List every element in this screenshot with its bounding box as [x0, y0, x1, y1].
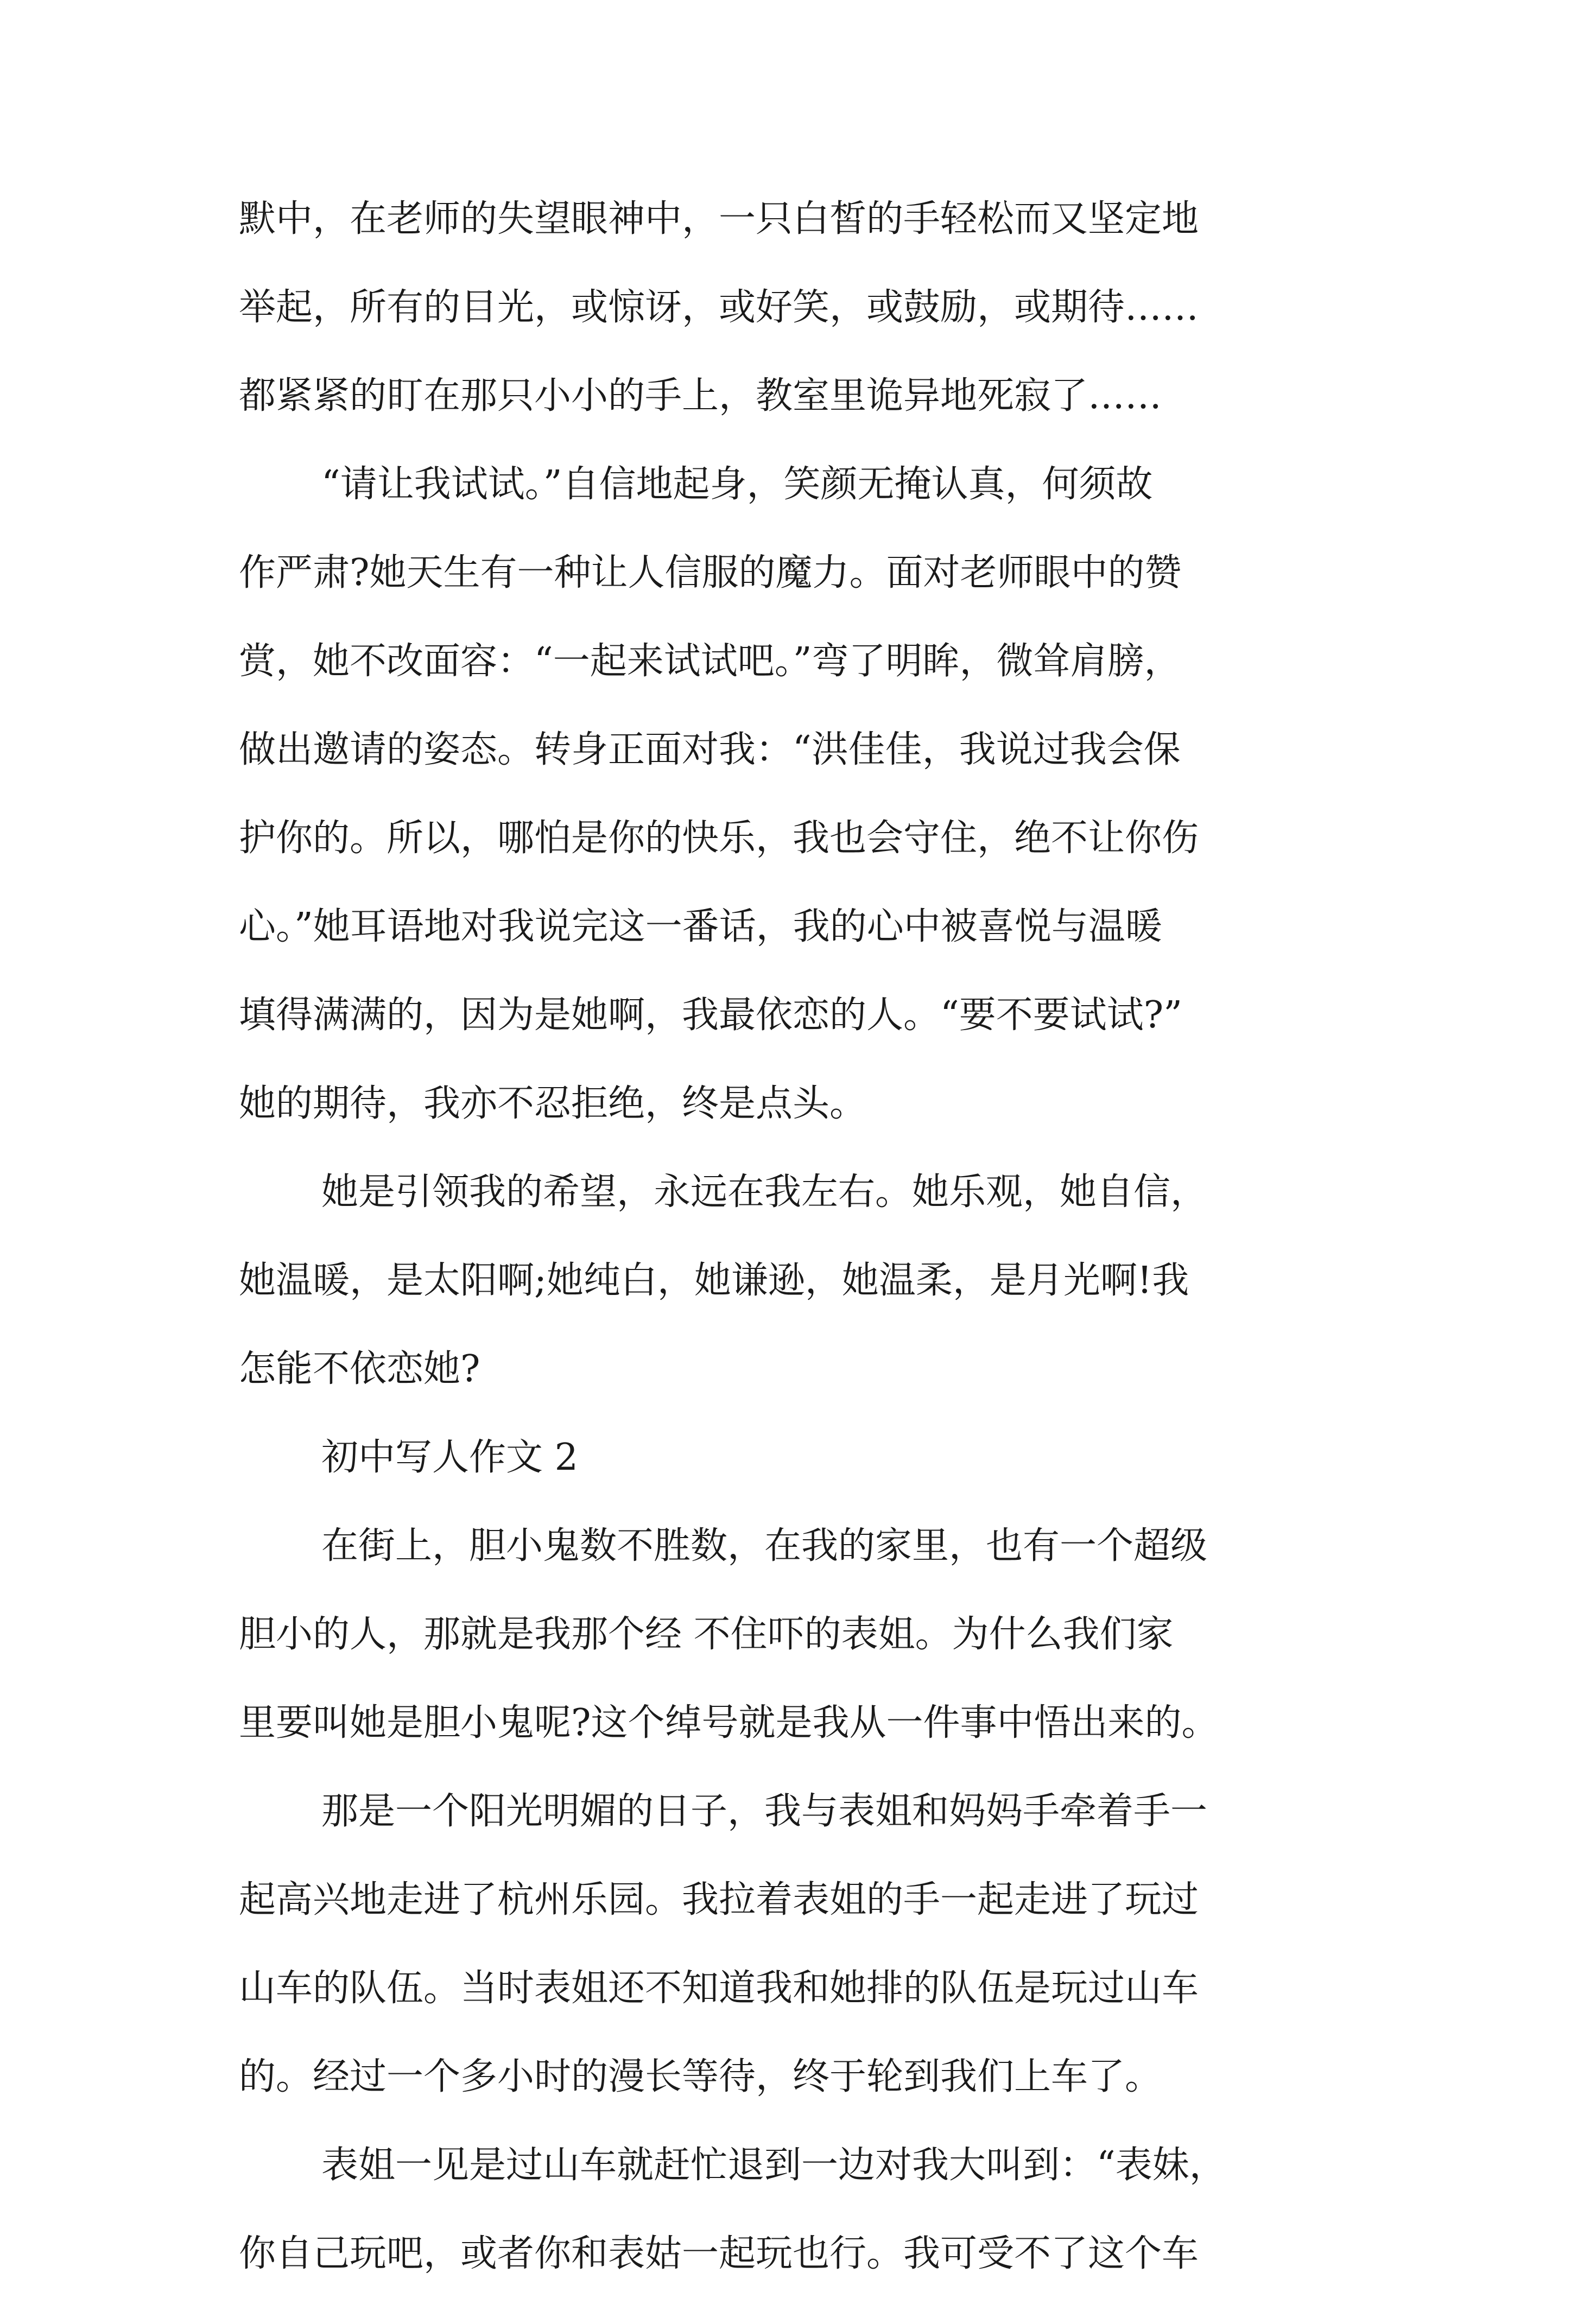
- text-line: 做出邀请的姿态。转身正面对我：“洪佳佳，我说过我会保: [239, 728, 1181, 771]
- text-line: 心。”她耳语地对我说完这一番话，我的心中被喜悦与温暖: [239, 905, 1162, 948]
- text-line: 她是引领我的希望，永远在我左右。她乐观，她自信，: [321, 1171, 1208, 1214]
- text-line: 她的期待，我亦不忍拒绝，终是点头。: [239, 1082, 867, 1125]
- text-line: 举起，所有的目光，或惊讶，或好笑，或鼓励，或期待……: [239, 286, 1199, 329]
- text-line: 默中，在老师的失望眼神中，一只白皙的手轻松而又坚定地: [239, 198, 1199, 240]
- text-line: 初中写人作文 2: [321, 1436, 578, 1479]
- text-line: 你自己玩吧，或者你和表姑一起玩也行。我可受不了这个车: [239, 2232, 1199, 2275]
- text-line: 胆小的人，那就是我那个经 不住吓的表姐。为什么我们家: [239, 1613, 1174, 1656]
- document-page: [239, 198, 1341, 2324]
- text-line: 那是一个阳光明媚的日子，我与表姐和妈妈手牵着手一: [321, 1790, 1208, 1833]
- text-line: 的。经过一个多小时的漫长等待，终于轮到我们上车了。: [239, 2055, 1162, 2098]
- text-line: 起高兴地走进了杭州乐园。我拉着表姐的手一起走进了玩过: [239, 1878, 1199, 1921]
- text-line: 作严肃?她天生有一种让人信服的魔力。面对老师眼中的赞: [239, 551, 1182, 594]
- text-line: 在街上，胆小鬼数不胜数，在我的家里，也有一个超级: [321, 1525, 1208, 1567]
- text-line: 山车的队伍。当时表姐还不知道我和她排的队伍是玩过山车: [239, 1967, 1199, 2010]
- text-line: 她温暖，是太阳啊;她纯白，她谦逊，她温柔，是月光啊!我: [239, 1259, 1189, 1302]
- text-line: 里要叫她是胆小鬼呢?这个绰号就是我从一件事中悟出来的。: [239, 1701, 1219, 1744]
- text-line: 都紧紧的盯在那只小小的手上，教室里诡异地死寂了……: [239, 374, 1162, 417]
- text-line: 赏，她不改面容：“一起来试试吧。”弯了明眸，微耸肩膀，: [239, 640, 1181, 683]
- text-line: “请让我试试。”自信地起身，笑颜无掩认真，何须故: [321, 463, 1153, 506]
- text-line: 填得满满的，因为是她啊，我最依恋的人。“要不要试试?”: [239, 994, 1182, 1037]
- text-line: 护你的。所以，哪怕是你的快乐，我也会守住，绝不让你伤: [239, 817, 1199, 860]
- text-line: 表姐一见是过山车就赶忙退到一边对我大叫到：“表妹，: [321, 2144, 1226, 2187]
- text-line: 怎能不依恋她?: [239, 1348, 480, 1390]
